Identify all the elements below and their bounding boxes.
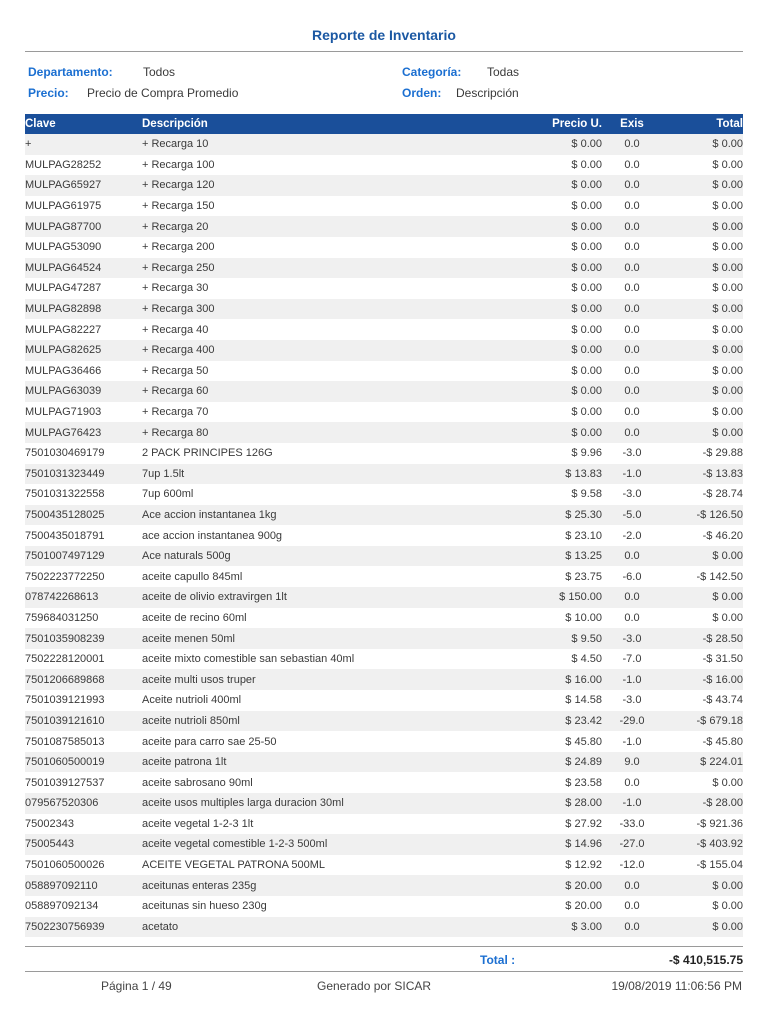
cell-exis: 0.0	[602, 237, 662, 258]
cell-total: -$ 142.50	[662, 566, 743, 587]
table-row	[25, 484, 743, 505]
header-descripcion: Descripción	[142, 114, 522, 134]
cell-exis: -27.0	[602, 834, 662, 855]
cell-exis: 0.0	[602, 587, 662, 608]
cell-clave: 7500435018791	[25, 525, 142, 546]
cell-exis: 9.0	[602, 752, 662, 773]
cell-exis: 0.0	[602, 422, 662, 443]
cell-clave: MULPAG82625	[25, 340, 142, 361]
cell-descripcion: aceite vegetal 1-2-3 1lt	[142, 814, 522, 835]
cell-descripcion: aceite multi usos truper	[142, 669, 522, 690]
cell-descripcion: ACEITE VEGETAL PATRONA 500ML	[142, 855, 522, 876]
cell-precio: $ 25.30	[522, 505, 602, 526]
cell-descripcion: aceite menen 50ml	[142, 628, 522, 649]
cell-precio: $ 0.00	[522, 299, 602, 320]
cell-exis: -29.0	[602, 711, 662, 732]
cell-clave: 058897092134	[25, 896, 142, 917]
cell-exis: 0.0	[602, 155, 662, 176]
cell-descripcion: + Recarga 70	[142, 402, 522, 423]
cell-descripcion: Aceite nutrioli 400ml	[142, 690, 522, 711]
cell-exis: 0.0	[602, 216, 662, 237]
cell-precio: $ 0.00	[522, 258, 602, 279]
cell-clave: MULPAG47287	[25, 278, 142, 299]
header-precio: Precio U.	[522, 114, 602, 134]
cell-exis: 0.0	[602, 772, 662, 793]
cell-total: $ 0.00	[662, 381, 743, 402]
filter-summary	[0, 0, 768, 110]
table-row	[25, 875, 743, 896]
cell-total: -$ 28.00	[662, 793, 743, 814]
table-row	[25, 587, 743, 608]
cell-clave: MULPAG71903	[25, 402, 142, 423]
table-row	[25, 361, 743, 382]
cell-precio: $ 0.00	[522, 402, 602, 423]
cell-clave: 7501031323449	[25, 464, 142, 485]
cell-total: $ 0.00	[662, 772, 743, 793]
cell-exis: -33.0	[602, 814, 662, 835]
cell-descripcion: 7up 600ml	[142, 484, 522, 505]
table-row	[25, 196, 743, 217]
cell-exis: 0.0	[602, 299, 662, 320]
cell-total: $ 0.00	[662, 216, 743, 237]
categoria-label: Categoría:	[402, 65, 462, 79]
cell-precio: $ 0.00	[522, 134, 602, 155]
cell-exis: 0.0	[602, 278, 662, 299]
cell-descripcion: + Recarga 50	[142, 361, 522, 382]
cell-clave: 058897092110	[25, 875, 142, 896]
cell-clave: MULPAG63039	[25, 381, 142, 402]
cell-descripcion: aceite usos multiples larga duracion 30ml	[142, 793, 522, 814]
cell-total: $ 0.00	[662, 402, 743, 423]
precio-value: Precio de Compra Promedio	[87, 86, 239, 100]
cell-clave: +	[25, 134, 142, 155]
table-row	[25, 422, 743, 443]
footer-divider	[25, 971, 743, 972]
cell-descripcion: + Recarga 80	[142, 422, 522, 443]
cell-exis: 0.0	[602, 402, 662, 423]
cell-descripcion: aceite sabrosano 90ml	[142, 772, 522, 793]
table-row	[25, 278, 743, 299]
cell-exis: 0.0	[602, 875, 662, 896]
cell-exis: -1.0	[602, 793, 662, 814]
cell-descripcion: + Recarga 150	[142, 196, 522, 217]
header-clave: Clave	[25, 114, 142, 134]
cell-precio: $ 27.92	[522, 814, 602, 835]
cell-precio: $ 23.75	[522, 566, 602, 587]
departamento-value: Todos	[143, 65, 176, 79]
cell-precio: $ 0.00	[522, 278, 602, 299]
cell-precio: $ 13.83	[522, 464, 602, 485]
cell-precio: $ 0.00	[522, 196, 602, 217]
table-row	[25, 793, 743, 814]
cell-clave: 7501060500019	[25, 752, 142, 773]
cell-exis: -1.0	[602, 731, 662, 752]
cell-precio: $ 0.00	[522, 175, 602, 196]
cell-exis: -3.0	[602, 443, 662, 464]
cell-descripcion: aceite de recino 60ml	[142, 608, 522, 629]
departamento-label: Departamento:	[28, 65, 113, 79]
cell-total: -$ 403.92	[662, 834, 743, 855]
table-row	[25, 628, 743, 649]
cell-clave: MULPAG87700	[25, 216, 142, 237]
cell-descripcion: + Recarga 400	[142, 340, 522, 361]
cell-precio: $ 24.89	[522, 752, 602, 773]
cell-descripcion: aceitunas sin hueso 230g	[142, 896, 522, 917]
table-row	[25, 505, 743, 526]
table-row	[25, 649, 743, 670]
cell-descripcion: aceite vegetal comestible 1-2-3 500ml	[142, 834, 522, 855]
cell-clave: MULPAG53090	[25, 237, 142, 258]
cell-descripcion: + Recarga 200	[142, 237, 522, 258]
table-row	[25, 917, 743, 938]
cell-descripcion: aceite capullo 845ml	[142, 566, 522, 587]
cell-precio: $ 9.96	[522, 443, 602, 464]
cell-descripcion: aceitunas enteras 235g	[142, 875, 522, 896]
cell-precio: $ 9.50	[522, 628, 602, 649]
cell-clave: 7501031322558	[25, 484, 142, 505]
cell-total: $ 0.00	[662, 896, 743, 917]
cell-total: -$ 921.36	[662, 814, 743, 835]
cell-clave: 759684031250	[25, 608, 142, 629]
cell-total: $ 0.00	[662, 319, 743, 340]
cell-exis: 0.0	[602, 258, 662, 279]
cell-precio: $ 16.00	[522, 669, 602, 690]
table-row	[25, 608, 743, 629]
cell-total: -$ 679.18	[662, 711, 743, 732]
cell-total: -$ 155.04	[662, 855, 743, 876]
cell-descripcion: + Recarga 40	[142, 319, 522, 340]
cell-descripcion: + Recarga 100	[142, 155, 522, 176]
cell-exis: -1.0	[602, 464, 662, 485]
cell-total: $ 0.00	[662, 278, 743, 299]
cell-total: $ 0.00	[662, 422, 743, 443]
orden-label: Orden:	[402, 86, 442, 100]
cell-total: $ 0.00	[662, 134, 743, 155]
cell-exis: -12.0	[602, 855, 662, 876]
table-row	[25, 731, 743, 752]
cell-exis: 0.0	[602, 546, 662, 567]
cell-total: $ 0.00	[662, 258, 743, 279]
cell-clave: 7501039121993	[25, 690, 142, 711]
cell-total: $ 0.00	[662, 299, 743, 320]
cell-clave: MULPAG82898	[25, 299, 142, 320]
cell-clave: 7501039121610	[25, 711, 142, 732]
cell-total: -$ 46.20	[662, 525, 743, 546]
table-row	[25, 175, 743, 196]
cell-clave: 7501060500026	[25, 855, 142, 876]
orden-value: Descripción	[456, 86, 519, 100]
cell-total: $ 0.00	[662, 917, 743, 938]
cell-descripcion: ace accion instantanea 900g	[142, 525, 522, 546]
cell-total: -$ 28.50	[662, 628, 743, 649]
cell-total: -$ 16.00	[662, 669, 743, 690]
table-row	[25, 216, 743, 237]
cell-precio: $ 20.00	[522, 875, 602, 896]
cell-descripcion: + Recarga 300	[142, 299, 522, 320]
cell-exis: -7.0	[602, 649, 662, 670]
cell-clave: 7502228120001	[25, 649, 142, 670]
cell-total: $ 0.00	[662, 361, 743, 382]
cell-total: $ 0.00	[662, 546, 743, 567]
cell-total: $ 0.00	[662, 587, 743, 608]
cell-clave: MULPAG36466	[25, 361, 142, 382]
cell-descripcion: + Recarga 30	[142, 278, 522, 299]
table-row	[25, 319, 743, 340]
cell-precio: $ 0.00	[522, 216, 602, 237]
cell-precio: $ 12.92	[522, 855, 602, 876]
cell-exis: -1.0	[602, 669, 662, 690]
header-exis: Exis	[602, 114, 662, 134]
table-row	[25, 443, 743, 464]
cell-precio: $ 0.00	[522, 381, 602, 402]
cell-descripcion: Ace accion instantanea 1kg	[142, 505, 522, 526]
cell-descripcion: 2 PACK PRINCIPES 126G	[142, 443, 522, 464]
cell-clave: MULPAG28252	[25, 155, 142, 176]
cell-exis: 0.0	[602, 917, 662, 938]
cell-descripcion: aceite nutrioli 850ml	[142, 711, 522, 732]
cell-exis: 0.0	[602, 196, 662, 217]
cell-clave: 7501035908239	[25, 628, 142, 649]
cell-total: $ 0.00	[662, 608, 743, 629]
cell-precio: $ 20.00	[522, 896, 602, 917]
generated-by: Generado por SICAR	[317, 979, 432, 993]
cell-descripcion: + Recarga 120	[142, 175, 522, 196]
table-row	[25, 896, 743, 917]
cell-descripcion: + Recarga 10	[142, 134, 522, 155]
table-row	[25, 134, 743, 155]
cell-exis: -6.0	[602, 566, 662, 587]
cell-total: -$ 31.50	[662, 649, 743, 670]
table-row	[25, 525, 743, 546]
table-row	[25, 669, 743, 690]
cell-clave: 7501039127537	[25, 772, 142, 793]
report-title: Reporte de Inventario	[312, 27, 456, 43]
cell-descripcion: aceite mixto comestible san sebastian 40ml	[142, 649, 522, 670]
cell-precio: $ 0.00	[522, 340, 602, 361]
cell-exis: -5.0	[602, 505, 662, 526]
table-body	[25, 134, 743, 937]
table-row	[25, 690, 743, 711]
categoria-value: Todas	[487, 65, 520, 79]
cell-descripcion: + Recarga 60	[142, 381, 522, 402]
cell-precio: $ 150.00	[522, 587, 602, 608]
table-row	[25, 814, 743, 835]
cell-precio: $ 14.96	[522, 834, 602, 855]
cell-descripcion: Ace naturals 500g	[142, 546, 522, 567]
page-number: Página 1 / 49	[101, 979, 172, 993]
table-row	[25, 402, 743, 423]
cell-precio: $ 28.00	[522, 793, 602, 814]
cell-total: -$ 126.50	[662, 505, 743, 526]
table-row	[25, 381, 743, 402]
cell-total: -$ 28.74	[662, 484, 743, 505]
cell-precio: $ 45.80	[522, 731, 602, 752]
cell-descripcion: + Recarga 20	[142, 216, 522, 237]
cell-clave: MULPAG65927	[25, 175, 142, 196]
total-label: Total :	[480, 953, 516, 967]
total-value: -$ 410,515.75	[668, 953, 743, 967]
cell-total: $ 0.00	[662, 196, 743, 217]
cell-descripcion: aceite patrona 1lt	[142, 752, 522, 773]
cell-clave: 7502223772250	[25, 566, 142, 587]
cell-clave: 7501030469179	[25, 443, 142, 464]
cell-total: -$ 45.80	[662, 731, 743, 752]
cell-total: -$ 29.88	[662, 443, 743, 464]
table-row	[25, 237, 743, 258]
cell-precio: $ 0.00	[522, 237, 602, 258]
cell-exis: 0.0	[602, 381, 662, 402]
cell-clave: 7501206689868	[25, 669, 142, 690]
precio-label: Precio:	[28, 86, 69, 100]
table-row	[25, 752, 743, 773]
header-total: Total	[662, 114, 743, 134]
cell-precio: $ 0.00	[522, 422, 602, 443]
cell-precio: $ 4.50	[522, 649, 602, 670]
cell-exis: -3.0	[602, 690, 662, 711]
cell-exis: 0.0	[602, 175, 662, 196]
cell-descripcion: + Recarga 250	[142, 258, 522, 279]
cell-total: $ 0.00	[662, 175, 743, 196]
cell-precio: $ 0.00	[522, 319, 602, 340]
cell-total: $ 224.01	[662, 752, 743, 773]
table-row	[25, 772, 743, 793]
cell-clave: 75005443	[25, 834, 142, 855]
table-row	[25, 155, 743, 176]
cell-total: -$ 13.83	[662, 464, 743, 485]
cell-exis: 0.0	[602, 340, 662, 361]
cell-precio: $ 23.42	[522, 711, 602, 732]
cell-clave: MULPAG82227	[25, 319, 142, 340]
cell-descripcion: aceite de olivio extravirgen 1lt	[142, 587, 522, 608]
cell-clave: 7501007497129	[25, 546, 142, 567]
cell-clave: MULPAG76423	[25, 422, 142, 443]
cell-precio: $ 14.58	[522, 690, 602, 711]
cell-clave: 078742268613	[25, 587, 142, 608]
cell-total: $ 0.00	[662, 340, 743, 361]
cell-clave: MULPAG61975	[25, 196, 142, 217]
table-row	[25, 464, 743, 485]
table-row	[25, 855, 743, 876]
table-header-row	[25, 114, 743, 134]
cell-exis: 0.0	[602, 134, 662, 155]
generated-timestamp: 19/08/2019 11:06:56 PM	[611, 979, 742, 993]
cell-clave: 079567520306	[25, 793, 142, 814]
cell-exis: -2.0	[602, 525, 662, 546]
cell-precio: $ 3.00	[522, 917, 602, 938]
table-row	[25, 258, 743, 279]
cell-clave: MULPAG64524	[25, 258, 142, 279]
table-row	[25, 834, 743, 855]
cell-exis: -3.0	[602, 628, 662, 649]
cell-precio: $ 9.58	[522, 484, 602, 505]
cell-descripcion: acetato	[142, 917, 522, 938]
table-row	[25, 546, 743, 567]
cell-precio: $ 13.25	[522, 546, 602, 567]
table-row	[25, 340, 743, 361]
cell-descripcion: 7up 1.5lt	[142, 464, 522, 485]
table-row	[25, 566, 743, 587]
cell-precio: $ 23.10	[522, 525, 602, 546]
cell-total: $ 0.00	[662, 875, 743, 896]
cell-exis: 0.0	[602, 361, 662, 382]
cell-exis: 0.0	[602, 319, 662, 340]
table-row	[25, 299, 743, 320]
cell-descripcion: aceite para carro sae 25-50	[142, 731, 522, 752]
cell-total: $ 0.00	[662, 237, 743, 258]
cell-exis: -3.0	[602, 484, 662, 505]
cell-total: -$ 43.74	[662, 690, 743, 711]
cell-clave: 7500435128025	[25, 505, 142, 526]
cell-clave: 75002343	[25, 814, 142, 835]
inventory-table	[25, 114, 743, 937]
cell-exis: 0.0	[602, 896, 662, 917]
cell-precio: $ 0.00	[522, 155, 602, 176]
cell-precio: $ 0.00	[522, 361, 602, 382]
cell-exis: 0.0	[602, 608, 662, 629]
table-row	[25, 711, 743, 732]
cell-precio: $ 23.58	[522, 772, 602, 793]
cell-clave: 7501087585013	[25, 731, 142, 752]
cell-total: $ 0.00	[662, 155, 743, 176]
cell-clave: 7502230756939	[25, 917, 142, 938]
cell-precio: $ 10.00	[522, 608, 602, 629]
totals-divider	[25, 946, 743, 947]
